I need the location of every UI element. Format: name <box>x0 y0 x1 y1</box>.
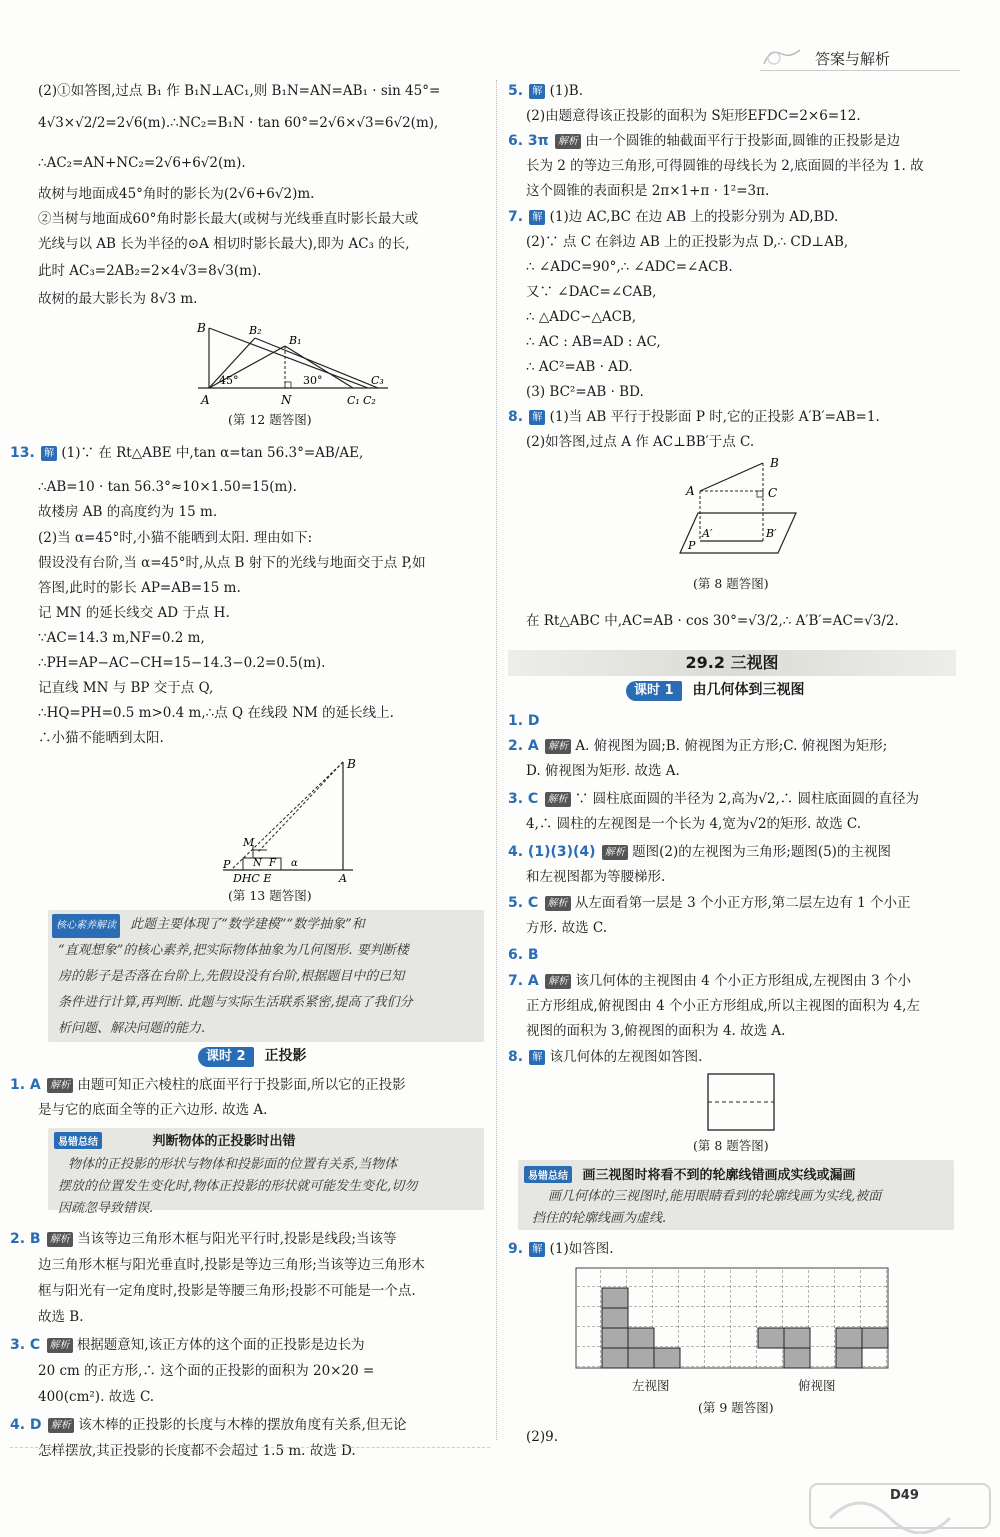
text-line: (1)边 AC,BC 在边 AB 上的投影分别为 AD,BD. <box>549 209 839 225</box>
question-number: 8. <box>508 1049 524 1065</box>
analysis-tag: 解析 <box>545 792 571 807</box>
mistake-text: 挡住的轮廓线画为虚线. <box>532 1211 667 1226</box>
figure-9-caption: (第 9 题答图) <box>698 1400 774 1415</box>
text-line: ②当树与地面成60°角时影长最大(或树与光线垂直时影长最大或 <box>38 211 419 227</box>
text-line: 4√3×√2/2=2√6(m).∴NC₂=B₁N · tan 60°=2√6×√3=6√2(m), <box>38 115 439 131</box>
text-line: 由一个圆锥的轴截面平行于投影面,圆锥的正投影是边 <box>585 133 901 149</box>
figure-8b-diagram <box>706 1072 776 1132</box>
figure-8-diagram <box>678 455 808 570</box>
answer-7-line <box>508 970 911 992</box>
text-line: 故楼房 AB 的高度约为 15 m. <box>38 504 218 520</box>
answer-tag: 解 <box>529 1242 545 1257</box>
lesson-title: 由几何体到三视图 <box>692 682 805 698</box>
answer-tag: 解 <box>529 210 545 225</box>
text-line: 是与它的底面全等的正六边形. 故选 A. <box>38 1102 268 1118</box>
question-5-line <box>508 80 583 102</box>
text-line: 该几何体的主视图由 4 个小正方形组成,左视图由 3 个小 <box>575 973 912 989</box>
text-line: 长为 2 的等边三角形,可得圆锥的母线长为 2,底面圆的半径为 1. 故 <box>526 158 924 174</box>
mistake-text: 画几何体的三视图时,能用眼睛看到的轮廓线画为实线,被面 <box>548 1189 882 1204</box>
question-7-line <box>508 206 838 228</box>
text-line: 故树与地面成45°角时的影长为(2√6+6√2)m. <box>38 186 315 202</box>
core-text: 房的影子是否落在台阶上,先假设没有台阶,根据题目中的已知 <box>58 969 405 984</box>
text-line: 题图(2)的左视图为三角形;题图(5)的主视图 <box>632 844 891 860</box>
answer-2-line <box>508 735 887 757</box>
text-line: ∵AC=14.3 m,NF=0.2 m, <box>38 630 205 646</box>
text-line: (1)如答图. <box>549 1241 614 1257</box>
text-line: 方形. 故选 C. <box>526 920 608 936</box>
figure-13-caption: (第 13 题答图) <box>228 888 312 903</box>
analysis-tag: 解析 <box>48 1418 74 1433</box>
text-line: ∴HQ=PH=0.5 m>0.4 m,∴点 Q 在线段 NM 的延长线上. <box>38 705 394 721</box>
header-decoration-icon <box>760 44 810 70</box>
question-6-line <box>508 130 900 152</box>
question-8-line <box>508 406 880 428</box>
question-number: 13. <box>10 445 35 461</box>
core-text: 此题主要体现了“数学建模”“数学抽象”和 <box>130 917 365 932</box>
text-line: 故树的最大影长为 8√3 m. <box>38 291 198 307</box>
top-view-label: 俯视图 <box>798 1378 836 1393</box>
answer-9-line <box>508 1238 614 1260</box>
text-line: (3) BC²=AB · BD. <box>526 384 644 400</box>
mistake-title: 判断物体的正投影时出错 <box>152 1134 296 1149</box>
question-number: 1. A <box>10 1077 41 1093</box>
answer-tag: 解 <box>41 446 57 461</box>
fig13-label: N <box>253 858 262 869</box>
question-number: 7. A <box>508 973 539 989</box>
figure-12-diagram <box>193 318 393 408</box>
text-line: 又∵ ∠DAC=∠CAB, <box>526 284 657 300</box>
question-number: 4. (1)(3)(4) <box>508 844 596 860</box>
text-line: 400(cm²). 故选 C. <box>38 1389 155 1405</box>
lesson-title: 正投影 <box>264 1048 307 1064</box>
mistake-title: 画三视图时将看不到的轮廓线错画成实线或漏画 <box>582 1168 856 1183</box>
text-line: 和左视图都为等腰梯形. <box>526 869 666 885</box>
text-line: 该几何体的左视图如答图. <box>549 1049 703 1065</box>
left-view-label: 左视图 <box>632 1378 670 1393</box>
question-number: 4. D <box>10 1417 42 1433</box>
watermark-logo-icon <box>800 1478 1000 1534</box>
mistake-text: 因疏忽导致错误. <box>58 1201 154 1216</box>
fig12-label: B <box>197 321 206 335</box>
text-line: 故选 B. <box>38 1309 84 1325</box>
mistake-tag: 易错总结 <box>524 1166 572 1183</box>
answer-tag: 解 <box>529 84 545 99</box>
question-number: 2. B <box>10 1231 41 1247</box>
text-line: 根据题意知,该正方体的这个面的正投影是边长为 <box>76 1337 365 1353</box>
question-number: 7. <box>508 209 524 225</box>
analysis-tag: 解析 <box>545 974 571 989</box>
text-line: 记 MN 的延长线交 AD 于点 H. <box>38 605 230 621</box>
text-line: ∴小猫不能晒到太阳. <box>38 730 164 746</box>
core-literacy-tag: 核心素养解读 <box>52 914 120 938</box>
figure-13-diagram <box>213 750 363 885</box>
question-number: 1. D <box>508 713 540 729</box>
lesson-tag: 课时 2 <box>198 1047 254 1067</box>
header-title: 答案与解析 <box>815 50 891 68</box>
answer-tag: 解 <box>529 1050 545 1065</box>
core-text: 析问题、解决问题的能力. <box>58 1021 206 1036</box>
question-number: 8. <box>508 409 524 425</box>
mistake-box-1-title-row <box>54 1130 296 1149</box>
fig13-label: α <box>291 858 298 869</box>
question-13-line <box>10 442 363 464</box>
core-text: 条件进行计算,再判断. 此题与实际生活联系紧密,提高了我们分 <box>58 995 413 1010</box>
text-line: 这个圆锥的表面积是 2π×1+π · 1²=3π. <box>526 183 770 199</box>
fig12-label: B₂ <box>249 324 262 337</box>
text-line: (1)当 AB 平行于投影面 P 时,它的正投影 A′B′=AB=1. <box>549 409 880 425</box>
fig12-label: N <box>281 393 292 407</box>
page-number: D49 <box>890 1488 919 1503</box>
text-line: 20 cm 的正方形,∴ 这个面的正投影的面积为 20×20 = <box>38 1363 375 1379</box>
text-line: 记直线 MN 与 BP 交于点 Q, <box>38 680 214 696</box>
text-line: 视图的面积为 3,俯视图的面积为 4. 故选 A. <box>526 1023 786 1039</box>
bottom-rule <box>10 1447 490 1448</box>
core-text: “直观想象”的核心素养,把实际物体抽象为几何图形. 要判断楼 <box>58 943 409 958</box>
mistake-tag: 易错总结 <box>54 1132 102 1149</box>
question-number: 3. C <box>508 791 539 807</box>
text-line: (2)9. <box>526 1429 559 1445</box>
text-line: D. 俯视图为矩形. 故选 A. <box>526 763 680 779</box>
text-line: 边三角形木框与阳光垂直时,投影是等边三角形;当该等边三角形木 <box>38 1257 425 1273</box>
header-divider <box>760 70 960 71</box>
fig13-label: DHC E <box>233 872 272 885</box>
text-line: 4,∴ 圆柱的左视图是一个长为 4,宽为√2的矩形. 故选 C. <box>526 816 862 832</box>
question-number: 2. A <box>508 738 539 754</box>
figure-9-grid <box>574 1266 914 1374</box>
lesson-2-banner <box>198 1046 306 1066</box>
answer-6 <box>508 944 541 966</box>
lesson-1-banner <box>626 680 804 700</box>
text-line: 当该等边三角形木框与阳光平行时,投影是线段;当该等 <box>77 1231 397 1247</box>
fig12-label: C₂ <box>363 394 376 407</box>
question-number: 5. C <box>508 895 539 911</box>
text-line: 光线与以 AB 长为半径的⊙A 相切时影长最大),即为 AC₃ 的长, <box>38 236 410 252</box>
text-line: 假设没有台阶,当 α=45°时,从点 B 射下的光线与地面交于点 P,如 <box>38 555 426 571</box>
fig12-label: C₁ <box>347 394 360 407</box>
fig13-label: A <box>339 872 347 885</box>
analysis-tag: 解析 <box>555 134 581 149</box>
lesson-tag: 课时 1 <box>626 681 682 701</box>
text-line: 怎样摆放,其正投影的长度都不会超过 1.5 m. 故选 D. <box>38 1443 356 1459</box>
text-line: 答图,此时的影长 AP=AB=15 m. <box>38 580 241 596</box>
figure-8b-caption: (第 8 题答图) <box>693 1138 769 1153</box>
analysis-tag: 解析 <box>47 1232 73 1247</box>
text-line: (2)当 α=45°时,小猫不能晒到太阳. 理由如下: <box>38 530 313 546</box>
text-line: ∴ AC : AB=AD : AC, <box>526 334 661 350</box>
text-line: ∴ △ADC∽△ACB, <box>526 309 637 325</box>
text-line: ∴ AC²=AB · AD. <box>526 359 633 375</box>
text-line: 从左面看第一层是 3 个小正方形,第二层左边有 1 个小正 <box>574 895 911 911</box>
fig8-label: B <box>770 456 779 470</box>
answer-5-line <box>508 892 910 914</box>
text-line: (1)B. <box>549 83 583 99</box>
text-line: 在 Rt△ABC 中,AC=AB · cos 30°=√3/2,∴ A′B′=AC=√3/2. <box>526 613 899 629</box>
text-line: ∴PH=AP−AC−CH=15−14.3−0.2=0.5(m). <box>38 655 326 671</box>
fig12-label: 45° <box>219 374 239 387</box>
fig13-label: M <box>243 836 255 849</box>
text-line: ∴AC₂=AN+NC₂=2√6+6√2(m). <box>38 155 246 171</box>
fig8-label: C <box>768 486 778 500</box>
analysis-tag: 解析 <box>545 739 571 754</box>
text-line: (2)如答图,过点 A 作 AC⊥BB′于点 C. <box>526 434 755 450</box>
column-divider <box>496 80 497 1440</box>
analysis-tag: 解析 <box>602 845 628 860</box>
question-4-line <box>10 1414 406 1436</box>
fig12-label: A <box>201 393 210 407</box>
answer-3-line <box>508 788 919 810</box>
text-line: (1)∵ 在 Rt△ABE 中,tan α=tan 56.3°=AB/AE, <box>61 445 364 461</box>
text-line: (2)∵ 点 C 在斜边 AB 上的正投影为点 D,∴ CD⊥AB, <box>526 234 849 250</box>
question-number: 3. C <box>10 1337 41 1353</box>
question-number: 5. <box>508 83 524 99</box>
analysis-tag: 解析 <box>47 1338 73 1353</box>
fig12-label: C₃ <box>371 374 384 387</box>
mistake-text: 物体的正投影的形状与物体和投影面的位置有关系,当物体 <box>68 1157 398 1172</box>
text-line: (2)由题意得该正投影的面积为 S矩形EFDC=2×6=12. <box>526 108 861 124</box>
question-3-line <box>10 1334 365 1356</box>
fig8-label: B′ <box>766 527 777 540</box>
text-line: A. 俯视图为圆;B. 俯视图为正方形;C. 俯视图为矩形; <box>575 738 888 754</box>
mistake-text: 摆放的位置发生变化时,物体正投影的形状就可能发生变化,切勿 <box>58 1179 418 1194</box>
text-line: 此时 AC₃=2AB₂=2×4√3=8√3(m). <box>38 263 262 279</box>
fig13-label: P <box>223 858 231 871</box>
fig13-label: F <box>269 858 276 869</box>
text-line: (2)①如答图,过点 B₁ 作 B₁N⊥AC₁,则 B₁N=AN=AB₁ · sin 45°= <box>38 83 441 99</box>
answer-tag: 解 <box>529 410 545 425</box>
question-2-line <box>10 1228 397 1250</box>
figure-12-caption: (第 12 题答图) <box>228 412 312 427</box>
answer-8-line <box>508 1046 702 1068</box>
question-number: 6. B <box>508 947 539 963</box>
mistake-box-2-title-row <box>524 1164 856 1183</box>
fig8-label: A′ <box>702 527 713 540</box>
fig12-label: B₁ <box>289 334 302 347</box>
answer-4-line <box>508 841 891 863</box>
text-line: 该木棒的正投影的长度与木棒的摆放角度有关系,但无论 <box>78 1417 407 1433</box>
question-number: 9. <box>508 1241 524 1257</box>
fig13-label: B <box>347 757 356 771</box>
section-title: 29.2 三视图 <box>508 650 956 676</box>
question-number: 6. 3π <box>508 133 549 149</box>
text-line: ∴AB=10 · tan 56.3°≈10×1.50=15(m). <box>38 479 297 495</box>
text-line: 框与阳光有一定角度时,投影是等腰三角形;投影不可能是一个点. <box>38 1283 416 1299</box>
text-line: ∴ ∠ADC=90°,∴ ∠ADC=∠ACB. <box>526 259 733 275</box>
fig12-label: 30° <box>303 374 323 387</box>
answer-1 <box>508 710 542 732</box>
analysis-tag: 解析 <box>47 1078 73 1093</box>
text-line: ∵ 圆柱底面圆的半径为 2,高为√2,∴ 圆柱底面圆的直径为 <box>574 791 920 807</box>
fig8-label: A <box>686 484 695 498</box>
figure-8-caption: (第 8 题答图) <box>693 576 769 591</box>
text-line: 正方形组成,俯视图由 4 个小正方形组成,所以主视图的面积为 4,左 <box>526 998 920 1014</box>
analysis-tag: 解析 <box>545 896 571 911</box>
question-1-line <box>10 1074 406 1096</box>
fig8-label: P <box>688 539 696 552</box>
text-line: 由题可知正六棱柱的底面平行于投影面,所以它的正投影 <box>77 1077 406 1093</box>
core-literacy-line <box>52 914 365 938</box>
